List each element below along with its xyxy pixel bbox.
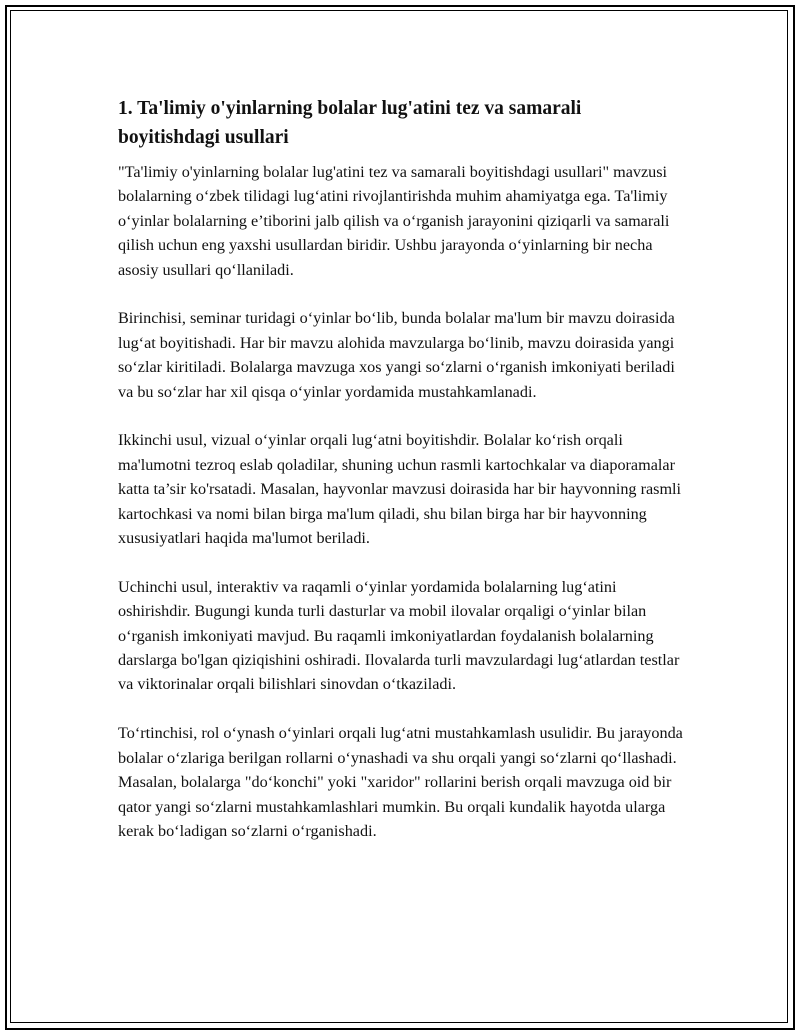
paragraph-second-method: Ikkinchi usul, vizual o‘yinlar orqali lug‘atni boyitishdir. Bolalar ko‘rish orqali ma'lumotni tezroq eslab qoladilar, shuning uchun rasmli kartochkalar va diaporamalar katta ta’sir ko'rsatadi. Masalan, hayvonlar mavzusi doirasida har bir hayvonning rasmli kartochkasi va nomi bilan birga ma'lum qiladi, shu bilan birga har bir hayvonning xususiyatlari haqida ma'lumot beriladi. [118,431,682,548]
section-heading: 1. Ta'limiy o'yinlarning bolalar lug'atini tez va samarali boyitishdagi usullari [118,98,582,148]
paragraph-fourth-method: To‘rtinchisi, rol o‘ynash o‘yinlari orqali lug‘atni mustahkamlash usulidir. Bu jarayonda bolalar o‘zlariga berilgan rollarni o‘ynashadi va shu orqali yangi so‘zlarni qo‘llashadi. Masalan, bolalarga "do‘konchi" yoki "xaridor" rollarini berish orqali mavzuga oid bir qator yangi so‘zlarni mustahkamlashlari mumkin. Bu orqali kundalik hayotda ularga kerak bo‘ladigan so‘zlarni o‘rganishadi. [118,724,683,840]
paragraph-intro: "Ta'limiy o'yinlarning bolalar lug'atini tez va samarali boyitishdagi usullari" mavzusi bolalarning o‘zbek tilidagi lug‘atini rivojlantirishda muhim ahamiyatga ega. Ta'limiy o‘yinlar bolalarning e’tiborini jalb qilish va o‘rganish jarayonini qiziqarli va samarali qilish uchun eng yaxshi usullardan biridir. Ushbu jarayonda o‘yinlarning bir necha asosiy usullari qo‘llaniladi. [118,163,670,279]
paragraph-third-method: Uchinchi usul, interaktiv va raqamli o‘yinlar yordamida bolalarning lug‘atini oshirishdir. Bugungi kunda turli dasturlar va mobil ilovalar orqaligi o‘yinlar bilan o‘rganish imkoniyati mavjud. Bu raqamli imkoniyatlardan foydalanish bolalarning darslarga bo'lgan qiziqishini oshiradi. Ilovalarda turli mavzulardagi lug‘atlardan testlar va viktorinalar orqali bilishlari sinovdan o‘tkaziladi. [118,577,680,694]
document-body [118,94,688,868]
paragraph-first-method: Birinchisi, seminar turidagi o‘yinlar bo‘lib, bunda bolalar ma'lum bir mavzu doirasida lug‘at boyitishadi. Har bir mavzu alohida mavzularga bo‘linib, mavzu doirasida yangi so‘zlar kiritiladi. Bolalarga mavzuga xos yangi so‘zlarni o‘rganish imkoniyati beriladi va bu so‘zlar har xil qisqa o‘yinlar yordamida mustahkamlanadi. [118,309,675,401]
